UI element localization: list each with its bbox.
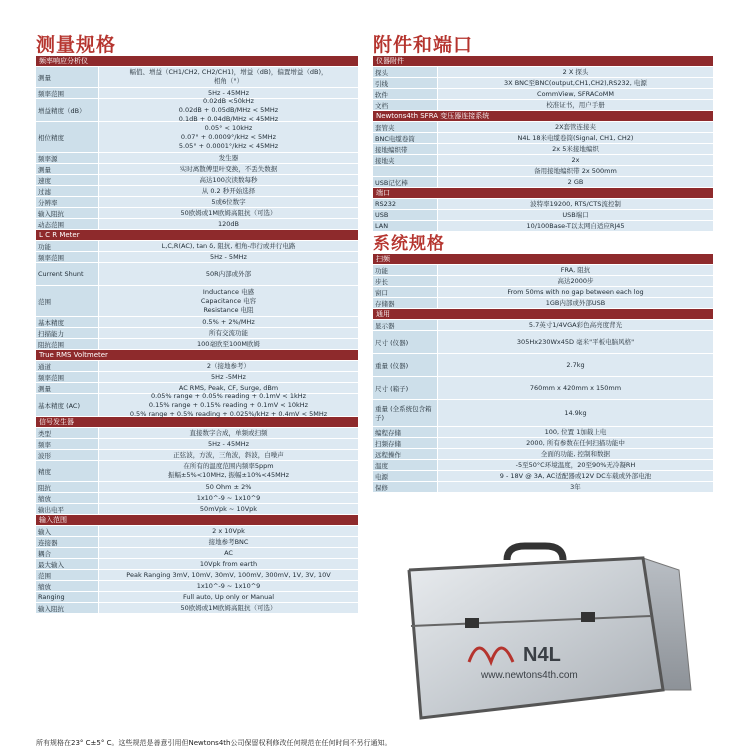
spec-row: [36, 219, 358, 230]
spec-label: 窗口: [373, 287, 438, 297]
spec-value: [438, 354, 713, 376]
spec-value-line: 2 X 探头: [562, 67, 589, 76]
spec-value-line: 备用接地编织带 2x 500mm: [534, 166, 617, 175]
spec-value-line: 1x10^-9 ~ 1x10^9: [196, 581, 261, 590]
spec-value-line: 5Hz - 45MHz: [207, 88, 250, 97]
spec-label: 精度: [36, 461, 99, 481]
spec-label: 接地编织带: [373, 144, 438, 154]
spec-row: [36, 548, 358, 559]
spec-label: 显示器: [373, 320, 438, 330]
spec-value: [99, 122, 358, 152]
spec-row: [373, 482, 713, 493]
spec-row: [36, 175, 358, 186]
spec-value: [438, 460, 713, 470]
spec-value: [99, 252, 358, 262]
spec-value-line: 0.1dB + 0.04dB/MHz < 45MHz: [178, 114, 279, 123]
spec-value-line: Resistance 电阻: [203, 305, 254, 314]
spec-value-line: From 50ms with no gap between each log: [507, 287, 644, 296]
spec-row: [373, 221, 713, 232]
spec-value-line: USB端口: [562, 210, 589, 219]
spec-value-line: FRA, 阻抗: [560, 265, 591, 274]
spec-row: [36, 252, 358, 263]
spec-value-line: 0.15% range + 0.15% reading + 0.1mV < 10kHz: [148, 400, 309, 409]
spec-label: 套管夹: [373, 122, 438, 132]
spec-value-line: 5.7英寸1/4VGA彩色高亮度背光: [528, 320, 623, 329]
spec-value: [438, 144, 713, 154]
spec-row: [36, 88, 358, 99]
accessories-table: [373, 56, 713, 232]
section-header: 信号发生器: [36, 417, 358, 428]
spec-row: [373, 287, 713, 298]
spec-value: [99, 461, 358, 481]
spec-value: [99, 581, 358, 591]
spec-label: 阻抗: [36, 482, 99, 492]
spec-value: [99, 317, 358, 327]
spec-label: 重量 (仪器): [373, 354, 438, 376]
spec-row: [373, 177, 713, 188]
spec-row: [36, 197, 358, 208]
spec-value-line: 3年: [570, 482, 581, 491]
spec-value-line: 所有交流功能: [209, 328, 248, 337]
spec-value-line: 0.02dB + 0.05dB/MHz < 5MHz: [178, 105, 279, 114]
spec-value: [438, 177, 713, 187]
spec-value: [438, 221, 713, 231]
spec-value: [438, 287, 713, 297]
measurement-spec-title: 测量规格: [36, 34, 117, 56]
spec-row: [373, 400, 713, 427]
spec-row: [36, 603, 358, 614]
spec-value: [99, 361, 358, 371]
spec-row: [373, 438, 713, 449]
spec-value: [99, 391, 358, 418]
spec-value-line: 实时离散傅里叶变换，不丢失数据: [179, 164, 278, 173]
spec-label: 扫描能力: [36, 328, 99, 338]
spec-value-line: 50R内部或外部: [205, 269, 252, 278]
spec-value: [99, 197, 358, 207]
spec-value: [438, 320, 713, 330]
spec-row: [373, 67, 713, 78]
spec-value-line: 2.7kg: [566, 360, 585, 369]
spec-value: [99, 67, 358, 87]
spec-label: 耦合: [36, 548, 99, 558]
spec-value-line: 0.05% range + 0.05% reading + 0.1mV < 1kHz: [150, 391, 307, 400]
spec-row: [36, 164, 358, 175]
spec-value: [99, 570, 358, 580]
spec-value-line: 0.07° + 0.0009°/kHz < 5MHz: [180, 132, 277, 141]
spec-value: [438, 155, 713, 165]
spec-value: [438, 276, 713, 286]
spec-row: [373, 100, 713, 111]
measurement-spec-table: [36, 56, 358, 614]
spec-value: [99, 439, 358, 449]
spec-row: [373, 354, 713, 377]
spec-value: [99, 559, 358, 569]
spec-label: 速度: [36, 175, 99, 185]
spec-label: 频率范围: [36, 252, 99, 262]
spec-label: 增益精度（dB）: [36, 99, 99, 121]
spec-value-line: 5或6位数字: [211, 197, 246, 206]
spec-value-line: AC RMS, Peak, CF, Surge, dBm: [178, 383, 279, 392]
spec-row: [36, 372, 358, 383]
spec-value: [99, 153, 358, 163]
spec-row: [373, 199, 713, 210]
spec-value: [438, 400, 713, 426]
footer-note: 所有规格在23° C±5° C。这些规范是善意引用但Newtons4th公司保留权利修改任何规范在任何时间不另行通知。: [36, 739, 392, 747]
spec-label: 输出电平: [36, 504, 99, 514]
spec-row: [36, 570, 358, 581]
spec-value-line: 波特率19200, RTS/CTS流控制: [530, 199, 621, 208]
spec-label: 电源: [373, 471, 438, 481]
spec-value: [99, 96, 358, 123]
spec-value: [438, 133, 713, 143]
spec-value-line: 120dB: [218, 219, 239, 228]
spec-label: 保修: [373, 482, 438, 492]
spec-row: [373, 298, 713, 309]
spec-value-line: 1GB内部或外部USB: [545, 298, 606, 307]
case-url-text: www.newtons4th.com: [481, 670, 578, 681]
spec-value: [99, 482, 358, 492]
spec-value-line: 高达2000步: [557, 276, 594, 285]
spec-value-line: 100毫欧至100M欧姆: [197, 339, 260, 348]
spec-value-line: 2X套管连接夹: [554, 122, 597, 131]
spec-label: 连接器: [36, 537, 99, 547]
spec-value-line: 305Hx230Wx45D 毫米"平板电脑风格": [516, 337, 635, 346]
spec-label: 通道: [36, 361, 99, 371]
spec-row: [373, 144, 713, 155]
spec-label: 测量: [36, 67, 99, 87]
spec-row: [36, 526, 358, 537]
spec-label: Ranging: [36, 592, 99, 602]
spec-row: [373, 331, 713, 354]
spec-value: [99, 504, 358, 514]
spec-value-line: 5.05° + 0.0001°/kHz < 45MHz: [178, 141, 279, 150]
spec-value-line: -5至50°C环境温度，20至90%无冷凝RH: [515, 460, 636, 469]
spec-value-line: Inductance 电感: [202, 287, 255, 296]
spec-value: [99, 493, 358, 503]
spec-row: [36, 493, 358, 504]
spec-row: [373, 89, 713, 100]
section-header: 输入范围: [36, 515, 358, 526]
accessories-title: 附件和端口: [373, 34, 474, 56]
spec-label: 温度: [373, 460, 438, 470]
spec-label: 频率: [36, 439, 99, 449]
spec-row: [36, 482, 358, 493]
spec-label: 步长: [373, 276, 438, 286]
spec-value-line: Capacitance 电容: [200, 296, 257, 305]
spec-label: 基本精度: [36, 317, 99, 327]
spec-value-line: 0.05° < 10kHz: [204, 123, 253, 132]
spec-value-line: 校准证书，用户手册: [546, 100, 605, 109]
spec-value-line: 相角（°）: [213, 77, 244, 85]
spec-value-line: 直接数字合成，单频或扫频: [189, 428, 268, 437]
spec-label: 探头: [373, 67, 438, 77]
spec-row: [373, 471, 713, 482]
accessories-column: [373, 0, 713, 493]
spec-label: 频率范围: [36, 372, 99, 382]
spec-value-line: 14.9kg: [564, 408, 587, 417]
spec-value-line: 50欧姆或1M欧姆高阻抗（可选）: [180, 208, 277, 217]
spec-value-line: 50欧姆或1M欧姆高阻抗（可选）: [180, 603, 277, 612]
spec-value-line: 50 Ohm ± 2%: [205, 482, 252, 491]
spec-label: 范围: [36, 570, 99, 580]
spec-value-line: 1x10^-9 ~ 1x10^9: [196, 493, 261, 502]
spec-row: [36, 581, 358, 592]
spec-row: [36, 461, 358, 482]
spec-value: [438, 89, 713, 99]
spec-value: [99, 603, 358, 613]
spec-row: [373, 427, 713, 438]
spec-row: [373, 166, 713, 177]
section-header: 仪器附件: [373, 56, 713, 67]
spec-row: [36, 317, 358, 328]
spec-row: [36, 186, 358, 197]
spec-label: 功能: [36, 241, 99, 251]
spec-row: [36, 339, 358, 350]
spec-label: 尺寸 (箱子): [373, 377, 438, 399]
spec-row: [373, 133, 713, 144]
spec-value: [99, 186, 358, 196]
spec-value-line: 从 0.2 秒开始选择: [201, 186, 256, 195]
spec-value-line: CommView, SFRACoMM: [537, 89, 614, 98]
spec-label: 输入阻抗: [36, 603, 99, 613]
spec-value-line: 9 - 18V @ 3A, AC适配器或12V DC车载或外部电池: [499, 471, 652, 480]
spec-value-line: 5Hz - 45MHz: [207, 439, 250, 448]
spec-label: 测量: [36, 383, 99, 393]
spec-label: 文档: [373, 100, 438, 110]
spec-value: [438, 427, 713, 437]
spec-value: [438, 100, 713, 110]
spec-label: BNC电缆卷筒: [373, 133, 438, 143]
spec-label: 扫频存储: [373, 438, 438, 448]
spec-value-line: L,C,R(AC), tan δ, 阻抗, 相角-串行或并行电路: [161, 241, 296, 250]
spec-row: [36, 241, 358, 252]
spec-value-line: 5Hz - 5MHz: [210, 252, 247, 261]
spec-value: [438, 438, 713, 448]
spec-value-line: AC: [224, 548, 233, 557]
spec-label: RS232: [373, 199, 438, 209]
spec-row: [373, 276, 713, 287]
spec-value: [99, 175, 358, 185]
spec-label: 缩放: [36, 581, 99, 591]
spec-value-line: 0.5% range + 0.5% reading + 0.025%/kHz + 0.4mV < 5MHz: [129, 409, 328, 418]
spec-row: [36, 537, 358, 548]
spec-label: 波形: [36, 450, 99, 460]
spec-value-line: Peak Ranging 3mV, 10mV, 30mV, 100mV, 300mV, 1V, 3V, 10V: [126, 570, 331, 579]
spec-value: [438, 482, 713, 492]
spec-row: [36, 67, 358, 88]
spec-value: [438, 331, 713, 353]
spec-value-line: 接地参考BNC: [208, 537, 249, 546]
spec-value: [438, 449, 713, 459]
spec-value-line: 2x: [571, 155, 580, 164]
spec-value: [99, 263, 358, 285]
spec-row: [373, 449, 713, 460]
measurement-spec-column: [36, 0, 358, 614]
spec-value-line: 振幅±5%<10MHz, 振幅±10%<45MHz: [167, 471, 290, 479]
spec-label: 频率范围: [36, 88, 99, 98]
spec-value-line: 5Hz -5MHz: [211, 372, 246, 381]
spec-value: [438, 298, 713, 308]
spec-value-line: 2 GB: [567, 177, 584, 186]
spec-row: [36, 328, 358, 339]
spec-row: [373, 155, 713, 166]
spec-value-line: 幅值、增益（CH1/CH2, CH2/CH1)，增益（dB)，偏置增益（dB)，: [129, 68, 328, 76]
spec-value: [438, 471, 713, 481]
spec-label: 频率源: [36, 153, 99, 163]
spec-value: [99, 526, 358, 536]
spec-label: 功能: [373, 265, 438, 275]
spec-value: [99, 339, 358, 349]
section-header: L C R Meter: [36, 230, 358, 241]
spec-value-line: 在所有的温度范围内频率5ppm: [183, 462, 274, 470]
spec-label: 过滤: [36, 186, 99, 196]
spec-value: [438, 210, 713, 220]
spec-label: 引线: [373, 78, 438, 88]
spec-value: [99, 372, 358, 382]
spec-label: 输入: [36, 526, 99, 536]
spec-row: [373, 265, 713, 276]
spec-row: [36, 122, 358, 153]
spec-value-line: 0.02dB <50kHz: [203, 96, 254, 105]
spec-value-line: 100, 位置 1加载上电: [544, 427, 607, 436]
spec-label: Current Shunt: [36, 263, 99, 285]
spec-row: [36, 361, 358, 372]
spec-label: 最大输入: [36, 559, 99, 569]
spec-label: [373, 166, 438, 176]
system-spec-table: [373, 254, 713, 493]
spec-value-line: 50mVpk ~ 10Vpk: [199, 504, 258, 513]
spec-value: [438, 265, 713, 275]
spec-value-line: 2 x 10Vpk: [212, 526, 245, 535]
spec-value-line: 发生器: [218, 153, 239, 162]
spec-value: [438, 78, 713, 88]
spec-label: 相位精度: [36, 122, 99, 152]
spec-value-line: 高达100次读数每秒: [199, 175, 258, 184]
spec-value-line: 2000, 所有参数在任何扫描功能中: [526, 438, 625, 447]
spec-value: [438, 166, 713, 176]
spec-row: [36, 263, 358, 286]
spec-row: [373, 460, 713, 471]
spec-value: [438, 377, 713, 399]
spec-label: 缩放: [36, 493, 99, 503]
spec-label: 测量: [36, 164, 99, 174]
spec-value-line: 3X BNC至BNC(output,CH1,CH2),RS232, 电源: [504, 78, 647, 87]
spec-label: 基本精度 (AC): [36, 394, 99, 416]
spec-label: 范围: [36, 286, 99, 316]
spec-label: 分辨率: [36, 197, 99, 207]
spec-row: [36, 153, 358, 164]
section-header: 通用: [373, 309, 713, 320]
spec-value: [438, 122, 713, 132]
spec-label: USB记忆棒: [373, 177, 438, 187]
spec-row: [36, 559, 358, 570]
spec-value: [99, 428, 358, 438]
spec-row: [373, 210, 713, 221]
spec-label: 远程操作: [373, 449, 438, 459]
spec-value: [99, 592, 358, 602]
spec-label: 编程存储: [373, 427, 438, 437]
spec-value-line: Full auto, Up only or Manual: [182, 592, 275, 601]
spec-value-line: 全面的功能, 控制和数据: [540, 449, 611, 458]
spec-value-line: 2（接地参考）: [206, 361, 251, 370]
spec-label: 阻抗范围: [36, 339, 99, 349]
spec-value: [99, 219, 358, 229]
spec-value: [438, 67, 713, 77]
section-header: 扫频: [373, 254, 713, 265]
spec-value: [99, 286, 358, 316]
spec-row: [36, 428, 358, 439]
spec-row: [36, 391, 358, 418]
section-header: Newtons4th SFRA 变压器连接系统: [373, 111, 713, 122]
spec-label: 接地夹: [373, 155, 438, 165]
spec-row: [373, 320, 713, 331]
spec-value-line: 10/100Base-T以太网自适应RJ45: [526, 221, 625, 230]
spec-value-line: 2x 5米接地编织: [552, 144, 599, 153]
spec-row: [36, 439, 358, 450]
spec-row: [373, 377, 713, 400]
spec-row: [373, 122, 713, 133]
spec-row: [36, 450, 358, 461]
spec-value: [99, 548, 358, 558]
spec-value: [99, 208, 358, 218]
spec-row: [373, 78, 713, 89]
spec-label: 重量 (全系统包含箱子): [373, 400, 438, 426]
spec-label: 输入阻抗: [36, 208, 99, 218]
spec-label: 软件: [373, 89, 438, 99]
section-header: 频率响应分析仪: [36, 56, 358, 67]
section-header: True RMS Voltmeter: [36, 350, 358, 361]
spec-row: [36, 96, 358, 123]
spec-value: [99, 164, 358, 174]
spec-label: 动态范围: [36, 219, 99, 229]
spec-value: [438, 199, 713, 209]
spec-value-line: 正弦波，方波，三角波，斜波，白噪声: [173, 450, 284, 459]
spec-row: [36, 504, 358, 515]
spec-row: [36, 592, 358, 603]
spec-label: 类型: [36, 428, 99, 438]
case-brand-text: N4L: [523, 644, 561, 666]
spec-value: [99, 241, 358, 251]
system-spec-title: 系统规格: [373, 234, 445, 254]
spec-value-line: 10Vpk from earth: [199, 559, 258, 568]
spec-value-line: 760mm x 420mm x 150mm: [529, 383, 622, 392]
spec-label: 存储器: [373, 298, 438, 308]
spec-label: USB: [373, 210, 438, 220]
spec-value: [99, 537, 358, 547]
spec-value-line: 0.5% + 2%/MHz: [202, 317, 255, 326]
spec-row: [36, 208, 358, 219]
spec-value: [99, 328, 358, 338]
spec-label: 尺寸 (仪器): [373, 331, 438, 353]
spec-label: LAN: [373, 221, 438, 231]
section-header: 端口: [373, 188, 713, 199]
spec-row: [36, 286, 358, 317]
spec-value: [99, 450, 358, 460]
spec-value-line: N4L 18米电缆卷筒(Signal, CH1, CH2): [517, 133, 634, 142]
carry-case-image: [395, 540, 695, 720]
